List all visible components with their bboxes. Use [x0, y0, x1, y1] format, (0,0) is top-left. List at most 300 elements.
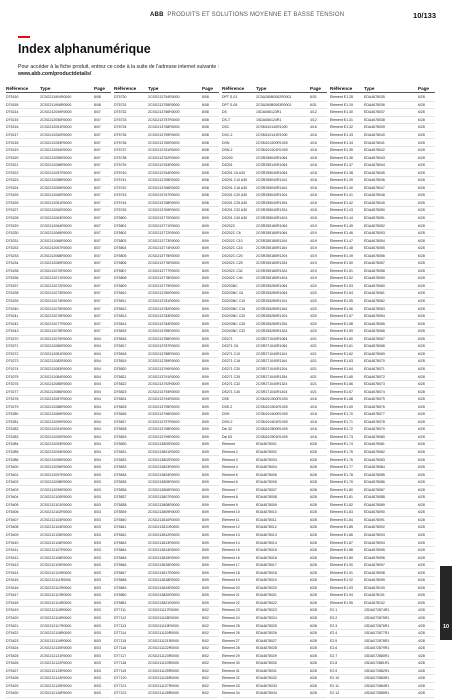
table-row: [330, 532, 435, 540]
table-row: [222, 539, 327, 547]
cell-reference: E2.10: [330, 676, 340, 681]
cell-type: EDA4678070: [364, 359, 385, 364]
table-row: [222, 102, 327, 110]
cell-type: 2CSG213765R0000: [148, 178, 180, 183]
cell-type: EDA4678011: [256, 517, 277, 522]
cell-reference: DT5838: [114, 502, 127, 507]
cell-page: 8/08: [202, 163, 209, 168]
cell-type: 2CSG213787R0000: [148, 344, 180, 349]
cell-reference: DT5741: [114, 178, 127, 183]
cell-page: 4/18: [310, 216, 317, 221]
cell-type: 2CSG213773R0000: [148, 238, 180, 243]
intro-line: Pour accéder à la fiche produit, entrez ce code à la suite de l'adresse internet suivante :: [18, 64, 220, 70]
cell-reference: DSH: [222, 412, 230, 417]
cell-reference: DT5411: [6, 548, 19, 553]
cell-page: 6/28: [418, 200, 425, 205]
cell-page: 6/28: [310, 593, 317, 598]
cell-page: 8/02: [202, 638, 209, 643]
header-type: Type: [148, 85, 159, 91]
cell-type: EDA4678094: [364, 540, 385, 545]
table-row: [330, 690, 435, 698]
cell-type: EDA4678002: [256, 449, 277, 454]
table-row: [6, 388, 111, 396]
cell-reference: Élément E1.84: [330, 517, 353, 522]
table-row: [222, 479, 327, 487]
cell-page: 6/28: [418, 178, 425, 183]
cell-type: 2CSG212064R0000: [40, 223, 72, 228]
table-row: [114, 366, 219, 374]
cell-type: EDA4678014: [256, 540, 277, 545]
cell-page: 4/16: [310, 125, 317, 130]
cell-type: EDA4678024: [256, 616, 277, 620]
cell-page: 8/09: [202, 382, 209, 387]
table-row: [330, 630, 435, 638]
cell-reference: Élément 21: [222, 593, 240, 598]
cell-reference: DS203NC C6: [222, 291, 244, 296]
table-row: [114, 313, 219, 321]
cell-reference: Élément 19: [222, 578, 240, 583]
cell-page: 4/28: [418, 683, 425, 688]
cell-type: 2CSG212053R0000: [40, 140, 72, 145]
cell-reference: Élément E1.29: [330, 102, 353, 107]
cell-type: 2CSG213795R0000: [148, 404, 180, 409]
cell-page: 8/07: [94, 321, 101, 326]
cell-page: 6/28: [418, 261, 425, 266]
cell-type: 2CSG213777R0000: [148, 268, 180, 273]
cell-type: 2CSG213806R0000: [148, 487, 180, 492]
table-row: [222, 592, 327, 600]
cell-reference: DT5836: [114, 487, 127, 492]
cell-page: 6/28: [418, 540, 425, 545]
cell-type: 2CSG212070R0000: [40, 268, 72, 273]
cell-type: 2CSM210501R1000: [256, 434, 288, 439]
cell-page: 8/07: [94, 329, 101, 334]
table-row: [114, 554, 219, 562]
cell-page: 8/08: [202, 133, 209, 137]
cell-type: 2CSG211119R0000: [148, 623, 179, 628]
cell-type: 2CSG213790R0000: [148, 366, 180, 371]
cell-page: 8/07: [94, 200, 101, 205]
cell-reference: DT5737: [114, 148, 127, 153]
cell-type: EDA4678090: [364, 510, 385, 515]
table-row: [222, 373, 327, 381]
table-row: [114, 388, 219, 396]
cell-page: 4/20: [310, 291, 317, 296]
cell-reference: Élément E1.75: [330, 449, 353, 454]
cell-page: 8/09: [202, 495, 209, 500]
table-row: [6, 411, 111, 419]
cell-reference: DT5815: [114, 329, 127, 334]
cell-reference: DS271 C6: [222, 344, 239, 349]
cell-reference: DT5745: [114, 208, 127, 213]
cell-type: 2CSG213803R0000: [148, 465, 180, 470]
cell-reference: DT5405: [6, 502, 19, 507]
cell-reference: DT5740: [114, 170, 127, 175]
cell-type: EDA4678075: [364, 397, 385, 402]
cell-reference: Élément 3: [222, 457, 238, 462]
cell-type: 2CSG212112R0000: [40, 585, 72, 590]
cell-type: EDA4678050: [364, 208, 385, 213]
cell-type: 2CSG212117R0000: [40, 623, 72, 628]
header-page: Page: [202, 85, 213, 91]
cell-reference: DSE-2: [222, 404, 233, 409]
cell-page: 6/28: [418, 283, 425, 288]
cell-page: 8/07: [94, 185, 101, 190]
cell-page: 4/19: [310, 268, 317, 273]
header-type: Type: [40, 85, 51, 91]
cell-reference: Élément E1.52: [330, 276, 353, 281]
table-row: [222, 532, 327, 540]
cell-page: 4/19: [310, 231, 317, 236]
cell-reference: DS271: [222, 336, 233, 341]
cell-type: EDA4678079: [364, 427, 385, 432]
cell-page: 8/03: [94, 683, 101, 688]
table-row: [114, 615, 219, 623]
cell-reference: DS: [222, 110, 227, 115]
cell-reference: DT5238: [6, 291, 19, 296]
cell-reference: Élément E1.77: [330, 465, 353, 470]
cell-page: 6/28: [418, 449, 425, 454]
table-row: [330, 419, 435, 427]
cell-page: 8/09: [202, 449, 209, 454]
cell-page: 8/02: [202, 608, 209, 613]
cell-page: 6/28: [418, 600, 425, 605]
cell-page: 6/28: [310, 578, 317, 583]
header-page: Page: [94, 85, 105, 91]
cell-page: 6/28: [418, 238, 425, 243]
cell-page: 8/09: [202, 412, 209, 417]
cell-type: 2CSG213811R0000: [148, 525, 180, 530]
cell-reference: DT5410: [6, 540, 19, 545]
cell-page: 4/20: [310, 299, 317, 304]
cell-type: 2CSG212102R0000: [40, 510, 72, 515]
table-row: [6, 373, 111, 381]
table-row: [222, 419, 327, 427]
cell-type: 2CSG213770R0000: [148, 216, 180, 221]
cell-type: EDA4678092: [364, 525, 385, 530]
table-row: [6, 668, 111, 676]
cell-reference: Élément 10: [222, 510, 240, 515]
cell-page: 6/28: [310, 600, 317, 605]
cell-reference: DT5824: [114, 397, 127, 402]
cell-reference: DT5419: [6, 608, 19, 613]
cell-type: 2CSG212078R0000: [40, 329, 72, 334]
table-row: [6, 554, 111, 562]
cell-page: 6/28: [310, 449, 317, 454]
cell-type: EDA4678067: [364, 336, 385, 341]
cell-page: 6/28: [418, 95, 425, 100]
cell-type: EDA4678001: [256, 442, 277, 447]
cell-reference: DT5843: [114, 540, 127, 545]
cell-type: 2CSR271040R1064: [256, 336, 288, 341]
cell-page: 8/04: [94, 419, 101, 424]
cell-page: 8/09: [202, 532, 209, 537]
table-row: [6, 607, 111, 615]
table-row: [330, 343, 435, 351]
table-row: [330, 275, 435, 283]
cell-reference: DS202C C16: [222, 246, 243, 251]
table-row: [6, 132, 111, 140]
cell-type: EDA4678040: [364, 133, 385, 137]
table-row: [222, 381, 327, 389]
table-row: [222, 396, 327, 404]
table-row: [222, 403, 327, 411]
cell-page: 8/04: [94, 404, 101, 409]
table-row: [222, 222, 327, 230]
cell-page: 8/09: [202, 366, 209, 371]
cell-page: 4/19: [310, 223, 317, 228]
cell-type: 2CSG213763R0000: [148, 163, 180, 168]
table-row: [114, 441, 219, 449]
table-row: [114, 230, 219, 238]
cell-page: 8/03: [94, 661, 101, 666]
cell-reference: Élément E1.81: [330, 495, 353, 500]
cell-page: 8/04: [94, 449, 101, 454]
cell-reference: DT5224: [6, 185, 19, 190]
cell-reference: DS202C C32: [222, 268, 243, 273]
cell-page: 8/08: [202, 95, 209, 100]
cell-type: 2CSG212120R0000: [40, 646, 72, 651]
table-row: [114, 562, 219, 570]
cell-reference: Élément E1.30: [330, 110, 353, 115]
column-header: [6, 84, 111, 93]
cell-reference: Élément E1.57: [330, 314, 353, 319]
table-row: [114, 343, 219, 351]
cell-reference: Élément E1.90: [330, 563, 353, 568]
cell-reference: DT5229: [6, 223, 19, 228]
table-row: [330, 162, 435, 170]
table-row: [6, 139, 111, 147]
table-row: [222, 524, 327, 532]
cell-type: 2CSG213814R0000: [148, 548, 180, 553]
cell-type: 2CSG212073R0000: [40, 291, 72, 296]
cell-reference: Élément E1.78: [330, 472, 353, 477]
cell-page: 8/03: [94, 570, 101, 575]
cell-type: 2CSG212108R0000: [40, 555, 72, 560]
cell-type: 2CSG213810R0000: [148, 517, 180, 522]
cell-page: 8/08: [94, 102, 101, 107]
cell-type: 2CSG213792R0000: [148, 382, 180, 387]
cell-reference: DT5276: [6, 382, 19, 387]
cell-type: EDA4678004: [256, 465, 277, 470]
cell-page: 6/28: [418, 434, 425, 439]
table-row: [222, 456, 327, 464]
table-row: [330, 252, 435, 260]
cell-reference: DT5819: [114, 359, 127, 364]
table-row: [6, 456, 111, 464]
column-header: [330, 84, 435, 93]
table-row: [114, 373, 219, 381]
cell-reference: Élément 31: [222, 668, 240, 673]
table-row: [6, 245, 111, 253]
cell-page: 6/28: [418, 374, 425, 379]
cell-type: EDA4678003: [256, 457, 277, 462]
table-row: [114, 200, 219, 208]
cell-type: 2CSG213796R0000: [148, 412, 180, 417]
cell-type: 2CSM210200R1000: [256, 140, 288, 145]
cell-type: 1SDA072879R1: [364, 646, 390, 651]
cell-page: 6/28: [418, 548, 425, 553]
cell-page: 4/16: [310, 397, 317, 402]
table-row: [222, 434, 327, 442]
table-row: [6, 283, 111, 291]
cell-type: 2CSR255180R1164: [256, 246, 288, 251]
table-row: [330, 652, 435, 660]
cell-page: 6/28: [310, 540, 317, 545]
cell-type: 2CSG213779R0000: [148, 283, 180, 288]
table-row: [330, 554, 435, 562]
cell-type: 2CSG211124R0000: [148, 661, 180, 666]
cell-type: EDA4678085: [364, 472, 385, 477]
table-row: [222, 502, 327, 510]
table-row: [6, 343, 111, 351]
cell-reference: Dsi 63: [222, 434, 232, 439]
cell-reference: Élément 30: [222, 661, 240, 666]
cell-type: 2CSG212122R0000: [40, 661, 72, 666]
cell-reference: DT5826: [114, 412, 127, 417]
cell-reference: Élément E1.49: [330, 253, 353, 258]
cell-page: 6/28: [418, 517, 425, 522]
cell-reference: Élément E1.37: [330, 163, 353, 168]
cell-reference: DT5813: [114, 314, 127, 319]
cell-reference: Élément E1.62: [330, 351, 353, 356]
table-row: [330, 683, 435, 691]
cell-page: 8/03: [94, 480, 101, 485]
cell-reference: DT7120: [114, 676, 127, 681]
table-row: [6, 637, 111, 645]
cell-type: 2CSG212069R0000: [40, 261, 72, 266]
cell-page: 6/28: [310, 465, 317, 470]
table-row: [330, 585, 435, 593]
cell-type: 2CSR255280R1204: [256, 314, 288, 319]
cell-page: 4/28: [418, 623, 425, 628]
cell-reference: DT5424: [6, 646, 19, 651]
cell-page: 6/28: [310, 457, 317, 462]
table-row: [6, 260, 111, 268]
cell-type: 2CSG212067R0000: [40, 246, 72, 251]
table-row: [222, 207, 327, 215]
table-row: [222, 569, 327, 577]
cell-reference: Élément 16: [222, 555, 240, 560]
cell-reference: Élément E1.28: [330, 95, 353, 100]
cell-page: 4/19: [310, 276, 317, 281]
cell-reference: DS271 C10: [222, 351, 241, 356]
cell-reference: DT5418: [6, 600, 19, 605]
cell-page: 8/04: [94, 366, 101, 371]
cell-reference: Élément 20: [222, 585, 240, 590]
cell-type: EDA4678065: [364, 321, 385, 326]
cell-reference: DT5801: [114, 223, 127, 228]
cell-reference: DS271 C20: [222, 366, 241, 371]
table-row: [222, 237, 327, 245]
cell-reference: DT5803: [114, 238, 127, 243]
cell-page: 8/09: [202, 442, 209, 447]
cell-page: 8/07: [94, 261, 101, 266]
cell-page: 6/28: [418, 170, 425, 175]
cell-type: 2CSG213793R0000: [148, 389, 180, 394]
cell-type: EDA4678087: [364, 487, 385, 492]
cell-type: 2CSR255180R1204: [256, 253, 288, 258]
table-row: [114, 600, 219, 608]
cell-type: 2CSG212065R0000: [40, 231, 72, 236]
cell-page: 4/18: [310, 208, 317, 213]
cell-reference: DSH-2: [222, 419, 233, 424]
cell-page: 8/09: [202, 510, 209, 515]
cell-reference: DT5242: [6, 321, 19, 326]
cell-reference: DT5239: [6, 299, 19, 304]
table-row: [330, 577, 435, 585]
cell-type: 2CSG212097R0000: [40, 472, 72, 477]
table-row: [222, 230, 327, 238]
cell-reference: DT5407: [6, 517, 19, 522]
cell-page: 8/07: [94, 299, 101, 304]
table-row: [330, 592, 435, 600]
cell-reference: DT5408: [6, 525, 19, 530]
cell-type: EDA4678091: [364, 517, 385, 522]
cell-reference: DT5802: [114, 231, 127, 236]
cell-reference: DS200: [222, 155, 233, 160]
table-row: [6, 585, 111, 593]
table-row: [6, 94, 111, 102]
cell-reference: DT5428: [6, 676, 19, 681]
cell-type: 1SDA072885R1: [364, 691, 390, 696]
cell-page: 4/28: [418, 631, 425, 636]
cell-type: EDA4678015: [256, 548, 277, 553]
table-row: [114, 471, 219, 479]
cell-page: 8/03: [94, 623, 101, 628]
cell-type: EDA4678051: [364, 216, 385, 221]
cell-reference: DT5744: [114, 200, 127, 205]
table-row: [330, 200, 435, 208]
table-row: [114, 328, 219, 336]
cell-page: 8/03: [94, 532, 101, 537]
cell-page: 4/20: [310, 329, 317, 334]
table-row: [114, 283, 219, 291]
cell-reference: Élément E1.83: [330, 510, 353, 515]
table-row: [222, 660, 327, 668]
table-row: [6, 358, 111, 366]
cell-reference: Élément 22: [222, 600, 240, 605]
cell-type: 2CSR255280R1324: [256, 329, 288, 334]
cell-reference: DT5833: [114, 465, 127, 470]
column-rows: [222, 94, 327, 698]
cell-reference: Élément E1.88: [330, 548, 353, 553]
cell-page: 8/09: [202, 231, 209, 236]
cell-type: EDA4678056: [364, 253, 385, 258]
cell-type: 2CSM210401R1000: [256, 419, 288, 424]
cell-reference: DT5215: [6, 117, 19, 122]
table-row: [114, 132, 219, 140]
table-row: [6, 419, 111, 427]
table-row: [222, 343, 327, 351]
cell-page: 8/08: [202, 178, 209, 183]
table-row: [222, 162, 327, 170]
cell-page: 8/07: [94, 231, 101, 236]
cell-type: 2CSG212061R0000: [40, 200, 72, 205]
cell-page: 8/09: [202, 283, 209, 288]
cell-reference: Élément E1.95: [330, 600, 353, 605]
cell-page: 6/28: [310, 616, 317, 620]
cell-type: 2CSG212062R0000: [40, 208, 72, 213]
cell-reference: Élément E1.80: [330, 487, 353, 492]
cell-reference: Élément E1.74: [330, 442, 353, 447]
cell-page: 8/09: [202, 223, 209, 228]
cell-page: 4/28: [418, 676, 425, 681]
cell-page: 8/03: [94, 616, 101, 620]
table-row: [330, 509, 435, 517]
table-row: [114, 169, 219, 177]
cell-page: 8/09: [202, 253, 209, 258]
